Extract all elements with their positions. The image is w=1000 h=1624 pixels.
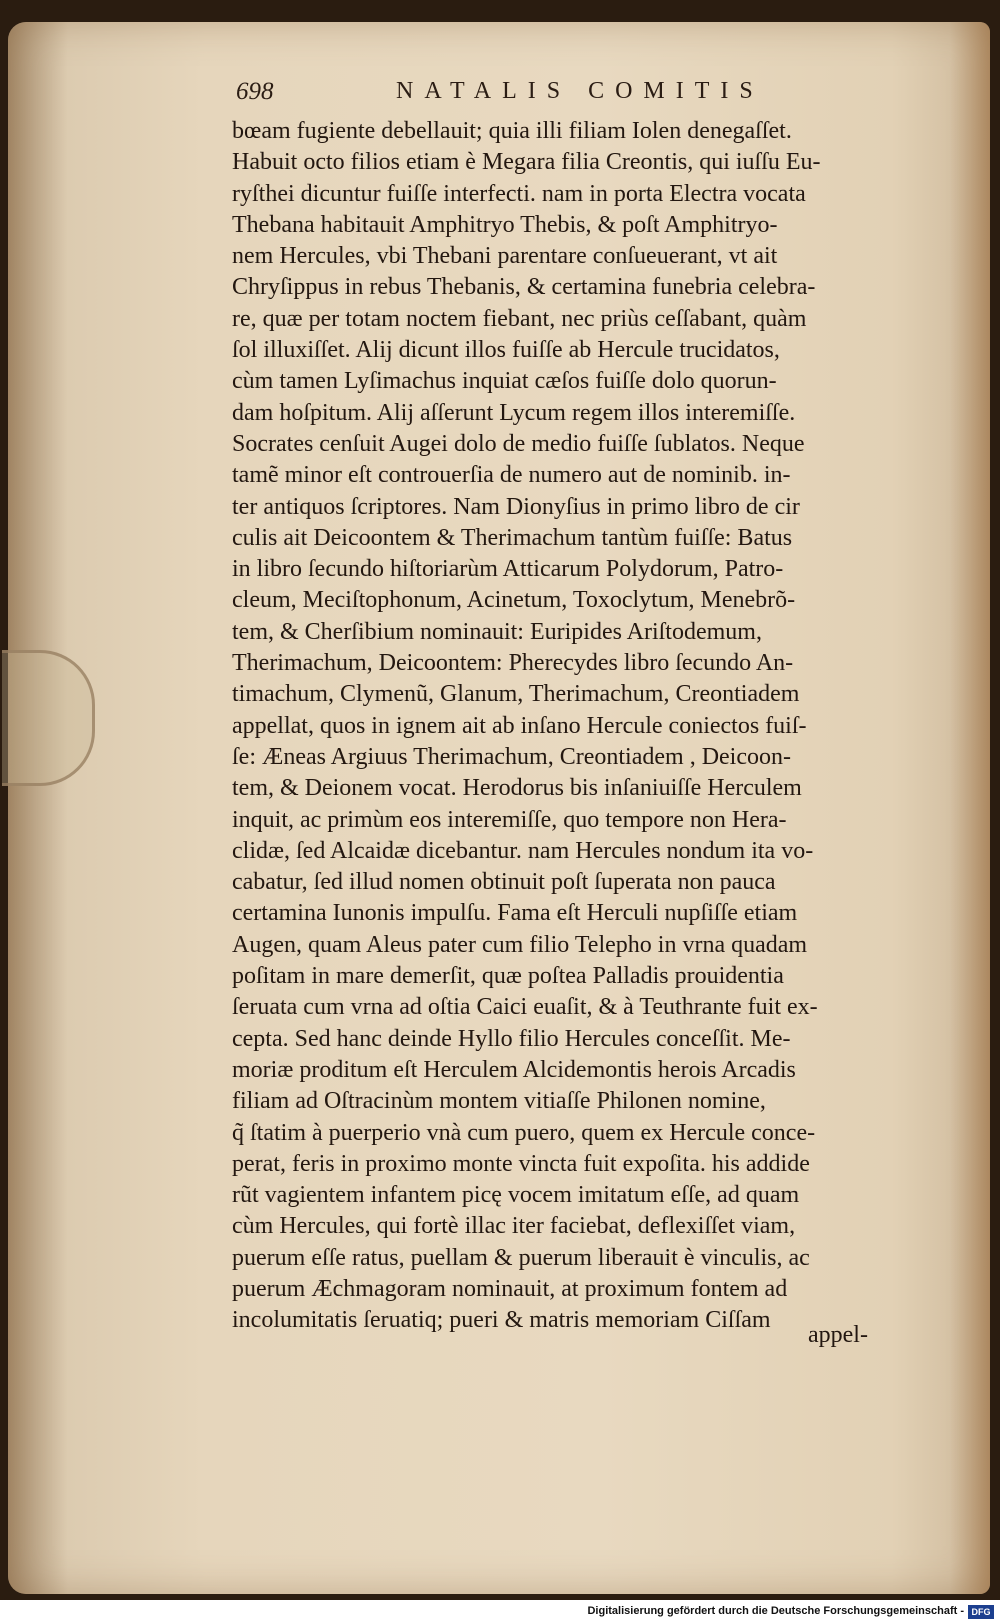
- text-line: Socrates cenſuit Augei dolo de medio fuiſſe ſublatos. Neque: [232, 430, 805, 457]
- text-line: q̃ ſtatim à puerperio vnà cum puero, quem ex Hercule conce-: [232, 1119, 816, 1146]
- text-line: cepta. Sed hanc deinde Hyllo filio Hercules conceſſit. Me-: [232, 1025, 791, 1052]
- page-edge-stain: [950, 22, 990, 1594]
- text-line: ſe: Æneas Argiuus Therimachum, Creontiadem , Deicoon-: [232, 743, 791, 770]
- text-line: cùm Hercules, qui fortè illac iter faciebat, deflexiſſet viam,: [232, 1213, 796, 1240]
- text-line: filiam ad Oſtracinùm montem vitiaſſe Philonen nomine,: [232, 1088, 766, 1115]
- text-line: timachum, Clymenũ, Glanum, Therimachum, Creontiadem: [232, 681, 800, 708]
- text-line: cabatur, ſed illud nomen obtinuit poſt ſuperata non pauca: [232, 869, 776, 896]
- text-line: inquit, ac primùm eos interemiſſe, quo tempore non Hera-: [232, 806, 787, 833]
- text-line: puerum Æchmagoram nominauit, at proximum fontem ad: [232, 1275, 788, 1302]
- text-line: cleum, Meciſtophonum, Acinetum, Toxoclytum, Menebrõ-: [232, 587, 796, 614]
- text-line: appellat, quos in ignem ait ab inſano Hercule coniectos fuiſ-: [232, 712, 807, 739]
- text-line: Augen, quam Aleus pater cum filio Telepho in vrna quadam: [232, 931, 808, 958]
- funding-credit: Digitalisierung gefördert durch die Deutsche Forschungsgemeinschaft -: [587, 1605, 964, 1617]
- dfg-logo: DFG: [968, 1605, 994, 1619]
- text-line: Chryſippus in rebus Thebanis, & certamina funebria celebra-: [232, 274, 816, 301]
- text-line: perat, feris in proximo monte vincta fuit expoſita. his addide: [232, 1150, 810, 1177]
- page-header: [236, 78, 886, 110]
- running-head: NATALIS COMITIS: [396, 78, 764, 104]
- catchword: appel-: [808, 1322, 868, 1348]
- text-line: re, quæ per totam noctem fiebant, nec priùs ceſſabant, quàm: [232, 305, 807, 332]
- text-line: Therimachum, Deicoontem: Pherecydes libro ſecundo An-: [232, 650, 794, 677]
- text-line: Habuit octo filios etiam è Megara filia Creontis, qui iuſſu Eu-: [232, 149, 821, 176]
- text-line: certamina Iunonis impulſu. Fama eſt Herculi nupſiſſe etiam: [232, 900, 798, 927]
- text-line: tem, & Deionem vocat. Herodorus bis inſaniuiſſe Herculem: [232, 775, 802, 802]
- text-line: rũt vagientem infantem picę vocem imitatum eſſe, ad quam: [232, 1182, 800, 1209]
- text-line: ryſthei dicuntur fuiſſe interfecti. nam in porta Electra vocata: [232, 180, 806, 207]
- text-line: bœam fugiente debellauit; quia illi filiam Iolen denegaſſet.: [232, 118, 792, 144]
- text-line: poſitam in mare demerſit, quæ poſtea Palladis prouidentia: [232, 963, 784, 990]
- text-line: in libro ſecundo hiſtoriarùm Atticarum Polydorum, Patro-: [232, 556, 784, 583]
- page-number: 698: [236, 78, 274, 105]
- digitization-footer: [0, 1600, 1000, 1624]
- text-line: nem Hercules, vbi Thebani parentare conſueuerant, vt ait: [232, 243, 778, 270]
- text-line: tamẽ minor eſt controuerſia de numero aut de nominib. in-: [232, 462, 791, 489]
- text-line: Thebana habitauit Amphitryo Thebis, & poſt Amphitryo-: [232, 211, 778, 238]
- bookmark-clip: [2, 650, 95, 786]
- text-line: puerum eſſe ratus, puellam & puerum liberauit è vinculis, ac: [232, 1244, 810, 1271]
- text-line: cùm tamen Lyſimachus inquiat cæſos fuiſſe dolo quorun-: [232, 368, 777, 395]
- text-line: incolumitatis ſeruatiq; pueri & matris memoriam Ciſſam: [232, 1307, 771, 1334]
- text-line: clidæ, ſed Alcaidæ dicebantur. nam Hercules nondum ita vo-: [232, 837, 814, 864]
- text-line: tem, & Cherſibium nominauit: Euripides Ariſtodemum,: [232, 618, 762, 645]
- text-line: moriæ proditum eſt Herculem Alcidemontis herois Arcadis: [232, 1056, 796, 1083]
- text-line: ſeruata cum vrna ad oſtia Caici euaſit, & à Teuthrante fuit ex-: [232, 994, 818, 1021]
- text-line: dam hoſpitum. Alij aſſerunt Lycum regem illos interemiſſe.: [232, 399, 796, 426]
- text-line: ter antiquos ſcriptores. Nam Dionyſius in primo libro de cir: [232, 493, 800, 520]
- text-line: ſol illuxiſſet. Alij dicunt illos fuiſſe ab Hercule trucidatos,: [232, 337, 780, 364]
- page-gutter-shadow: [8, 22, 68, 1594]
- text-line: culis ait Deicoontem & Therimachum tantùm fuiſſe: Batus: [232, 524, 793, 551]
- body-text: [232, 116, 892, 1337]
